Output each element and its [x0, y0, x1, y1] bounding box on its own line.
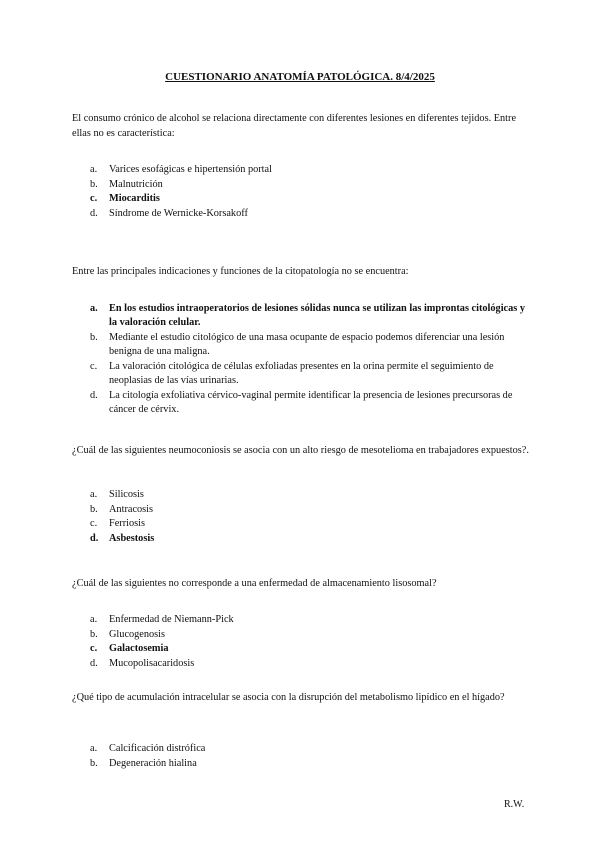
question-2-option-c	[72, 360, 532, 389]
option-text: Enfermedad de Niemann-Pick	[109, 614, 234, 625]
option-letter: b.	[90, 758, 98, 769]
option-letter: a.	[90, 614, 98, 625]
option-text: Galactosemia	[109, 643, 169, 654]
page-title: CUESTIONARIO ANATOMÍA PATOLÓGICA. 8/4/2025	[165, 71, 435, 83]
option-letter: d.	[90, 533, 99, 544]
option-text: Miocarditis	[109, 193, 160, 204]
question-3-option-a	[72, 488, 532, 502]
question-4-option-d	[72, 657, 532, 671]
question-5-text: ¿Qué tipo de acumulación intracelular se asocia con la disrupción del metabolismo lipídico en el hígado?	[72, 692, 505, 703]
question-1-text: El consumo crónico de alcohol se relaciona directamente con diferentes lesiones en diferentes tejidos. Entre ellas no es característica:	[72, 113, 517, 139]
question-4-option-c	[72, 642, 532, 656]
option-letter: c.	[90, 361, 98, 372]
option-text: Asbestosis	[109, 533, 155, 544]
option-text: Mediante el estudio citológico de una masa ocupante de espacio podemos diferenciar una lesión benigna de una maligna.	[109, 332, 505, 358]
option-letter: c.	[90, 193, 98, 204]
question-1-option-d	[72, 207, 532, 221]
option-text: Varices esofágicas e hipertensión portal	[109, 164, 272, 175]
option-text: En los estudios intraoperatorios de lesiones sólidas nunca se utilizan las improntas citológicas y la valoración celular.	[109, 303, 526, 329]
question-3-text: ¿Cuál de las siguientes neumoconiosis se asocia con un alto riesgo de mesotelioma en trabajadores expuestos?.	[72, 445, 529, 456]
option-letter: b.	[90, 332, 98, 343]
option-text: Calcificación distrófica	[109, 743, 206, 754]
question-2-text: Entre las principales indicaciones y funciones de la citopatología no se encuentra:	[72, 266, 409, 277]
question-4-text: ¿Cuál de las siguientes no corresponde a una enfermedad de almacenamiento lisosomal?	[72, 578, 437, 589]
option-text: Malnutrición	[109, 179, 163, 190]
option-text: Silicosis	[109, 489, 144, 500]
question-3-option-d	[72, 532, 532, 546]
option-letter: b.	[90, 504, 98, 515]
option-text: Mucopolisacaridosis	[109, 658, 195, 669]
option-letter: a.	[90, 743, 98, 754]
option-letter: b.	[90, 179, 98, 190]
question-5-option-b	[72, 757, 532, 771]
question-5-option-a	[72, 742, 532, 756]
option-letter: c.	[90, 518, 98, 529]
question-1-option-b	[72, 178, 532, 192]
question-4-option-a	[72, 613, 532, 627]
question-4-option-b	[72, 628, 532, 642]
option-text: Antracosis	[109, 504, 154, 515]
option-text: Síndrome de Wernicke-Korsakoff	[109, 208, 248, 219]
option-text: La valoración citológica de células exfoliadas presentes en la orina permite el seguimiento de neoplasias de las vías urinarias.	[109, 361, 494, 387]
option-letter: d.	[90, 208, 98, 219]
option-letter: a.	[90, 303, 98, 314]
option-letter: b.	[90, 629, 98, 640]
option-text: Ferriosis	[109, 518, 146, 529]
footer-initials: R.W.	[504, 799, 525, 810]
question-2-option-a	[72, 302, 532, 331]
option-text: Glucogenosis	[109, 629, 166, 640]
option-text: La citología exfoliativa cérvico-vaginal permite identificar la presencia de lesiones precursoras de cáncer de cérvix.	[109, 390, 513, 416]
option-letter: a.	[90, 164, 98, 175]
question-1-option-a	[72, 163, 532, 177]
question-2-option-b	[72, 331, 532, 360]
option-text: Degeneración hialina	[109, 758, 197, 769]
option-letter: a.	[90, 489, 98, 500]
option-letter: d.	[90, 658, 98, 669]
question-3-option-b	[72, 503, 532, 517]
question-1-option-c	[72, 192, 532, 206]
question-3-option-c	[72, 517, 532, 531]
option-letter: c.	[90, 643, 98, 654]
option-letter: d.	[90, 390, 98, 401]
question-2-option-d	[72, 389, 532, 418]
